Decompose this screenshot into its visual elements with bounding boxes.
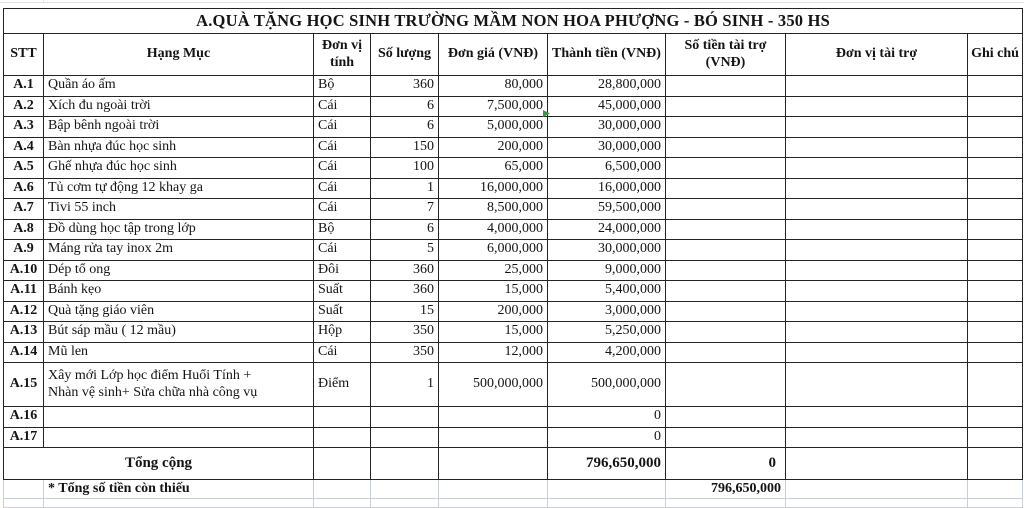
empty-cell xyxy=(786,448,968,480)
cell-item: Quà tặng giáo viên xyxy=(44,301,314,322)
cell-note xyxy=(968,240,1023,261)
cell-unit: Suất xyxy=(314,281,371,302)
table-title: A.QUÀ TẶNG HỌC SINH TRƯỜNG MẦM NON HOA PHƯỢNG - BÓ SINH - 350 HS xyxy=(4,9,1023,34)
cell-price: 80,000 xyxy=(439,76,548,97)
cell-item: Quần áo ấm xyxy=(44,76,314,97)
cell-sponsor_unit xyxy=(786,342,968,363)
cell-note xyxy=(968,117,1023,138)
cell-stt: A.10 xyxy=(4,260,44,281)
cell-sponsor_unit xyxy=(786,322,968,343)
empty-cell xyxy=(371,499,439,508)
cell-note xyxy=(968,342,1023,363)
cell-sponsor_unit xyxy=(786,158,968,179)
cell-sponsor_unit xyxy=(786,240,968,261)
cell-sponsor_unit xyxy=(786,117,968,138)
cell-stt: A.11 xyxy=(4,281,44,302)
cell-note xyxy=(968,199,1023,220)
cell-qty: 6 xyxy=(371,96,439,117)
remaining-amount: 796,650,000 xyxy=(666,480,786,499)
cell-qty: 15 xyxy=(371,301,439,322)
cell-stt: A.6 xyxy=(4,178,44,199)
header-stt: STT xyxy=(4,34,44,76)
empty-grid-row xyxy=(4,499,1023,508)
cell-note xyxy=(968,427,1023,448)
grand-total-row xyxy=(4,448,1023,480)
empty-cell xyxy=(4,480,44,499)
table-row-A.17 xyxy=(4,427,1023,448)
empty-cell xyxy=(314,480,371,499)
cell-total: 30,000,000 xyxy=(548,137,666,158)
grand-total-label: Tổng cộng xyxy=(4,448,314,480)
cell-sponsor_unit xyxy=(786,178,968,199)
cell-sponsor_unit xyxy=(786,199,968,220)
cell-item: Tivi 55 inch xyxy=(44,199,314,220)
empty-cell xyxy=(314,499,371,508)
empty-cell xyxy=(968,448,1023,480)
cell-price: 4,000,000 xyxy=(439,219,548,240)
empty-cell xyxy=(786,480,968,499)
table-row-A.15 xyxy=(4,363,1023,407)
cell-note xyxy=(968,137,1023,158)
cell-stt: A.5 xyxy=(4,158,44,179)
cell-note xyxy=(968,158,1023,179)
cell-note xyxy=(968,76,1023,97)
table-row-A.7 xyxy=(4,199,1023,220)
cell-sponsor_unit xyxy=(786,363,968,407)
cell-qty xyxy=(371,427,439,448)
table-row-A.2 xyxy=(4,96,1023,117)
cell-note xyxy=(968,96,1023,117)
cell-unit: Cái xyxy=(314,158,371,179)
header-item: Hạng Mục xyxy=(44,34,314,76)
cell-price: 25,000 xyxy=(439,260,548,281)
cell-item: Ghế nhựa đúc học sinh xyxy=(44,158,314,179)
cell-unit xyxy=(314,427,371,448)
cell-item: Đồ dùng học tập trong lớp xyxy=(44,219,314,240)
cell-unit: Bộ xyxy=(314,219,371,240)
cell-sponsor_amount xyxy=(666,240,786,261)
table-row-A.14 xyxy=(4,342,1023,363)
cell-qty: 350 xyxy=(371,322,439,343)
cell-unit: Cái xyxy=(314,137,371,158)
cell-stt: A.4 xyxy=(4,137,44,158)
cell-sponsor_amount xyxy=(666,363,786,407)
cell-note xyxy=(968,260,1023,281)
cell-unit: Bộ xyxy=(314,76,371,97)
header-row xyxy=(4,34,1023,76)
cell-sponsor_unit xyxy=(786,407,968,428)
header-sponsor_amount: Số tiền tài trợ (VNĐ) xyxy=(666,34,786,76)
cell-unit: Đôi xyxy=(314,260,371,281)
cell-total: 28,800,000 xyxy=(548,76,666,97)
empty-cell xyxy=(666,499,786,508)
cell-item: Bập bênh ngoài trời xyxy=(44,117,314,138)
cell-price: 15,000 xyxy=(439,322,548,343)
cell-note xyxy=(968,178,1023,199)
cell-item: Bánh kẹo xyxy=(44,281,314,302)
cell-stt: A.15 xyxy=(4,363,44,407)
cell-item xyxy=(44,407,314,428)
empty-cell xyxy=(548,499,666,508)
cell-unit: Hộp xyxy=(314,322,371,343)
table-row-A.4 xyxy=(4,137,1023,158)
cell-note xyxy=(968,363,1023,407)
title-row xyxy=(4,9,1023,34)
cell-stt: A.13 xyxy=(4,322,44,343)
empty-cell xyxy=(548,480,666,499)
cell-sponsor_unit xyxy=(786,301,968,322)
empty-cell xyxy=(371,448,439,480)
cell-qty: 360 xyxy=(371,260,439,281)
cell-total: 59,500,000 xyxy=(548,199,666,220)
cell-item: Mũ len xyxy=(44,342,314,363)
cell-price xyxy=(439,427,548,448)
cell-item: Bút sáp mầu ( 12 mầu) xyxy=(44,322,314,343)
faint-gridline-stub xyxy=(43,0,44,3)
cell-sponsor_amount xyxy=(666,301,786,322)
cell-qty: 350 xyxy=(371,342,439,363)
cell-sponsor_amount xyxy=(666,322,786,343)
empty-cell xyxy=(439,499,548,508)
empty-cell xyxy=(371,480,439,499)
cell-note xyxy=(968,219,1023,240)
table-row-A.8 xyxy=(4,219,1023,240)
cell-stt: A.7 xyxy=(4,199,44,220)
cell-unit: Cái xyxy=(314,199,371,220)
cell-price: 6,000,000 xyxy=(439,240,548,261)
table-row-A.12 xyxy=(4,301,1023,322)
cell-total: 3,000,000 xyxy=(548,301,666,322)
header-price: Đơn giá (VNĐ) xyxy=(439,34,548,76)
empty-cell xyxy=(968,480,1023,499)
header-qty: Số lượng xyxy=(371,34,439,76)
cell-stt: A.2 xyxy=(4,96,44,117)
remaining-row xyxy=(4,480,1023,499)
cell-total: 500,000,000 xyxy=(548,363,666,407)
empty-cell xyxy=(4,499,44,508)
table-row-A.5 xyxy=(4,158,1023,179)
cell-sponsor_amount xyxy=(666,158,786,179)
cell-unit: Điểm xyxy=(314,363,371,407)
cell-unit: Cái xyxy=(314,342,371,363)
cell-price: 12,000 xyxy=(439,342,548,363)
cell-unit: Suất xyxy=(314,301,371,322)
cell-total: 6,500,000 xyxy=(548,158,666,179)
header-sponsor_unit: Đơn vị tài trợ xyxy=(786,34,968,76)
cell-sponsor_amount xyxy=(666,178,786,199)
cell-qty: 150 xyxy=(371,137,439,158)
cell-unit: Cái xyxy=(314,117,371,138)
cell-note xyxy=(968,301,1023,322)
cell-total: 24,000,000 xyxy=(548,219,666,240)
cell-total: 4,200,000 xyxy=(548,342,666,363)
cell-price: 8,500,000 xyxy=(439,199,548,220)
cell-sponsor_unit xyxy=(786,76,968,97)
cell-note xyxy=(968,322,1023,343)
header-note: Ghi chú xyxy=(968,34,1023,76)
cell-sponsor_amount xyxy=(666,427,786,448)
cell-qty: 6 xyxy=(371,117,439,138)
cell-item: Xây mới Lớp học điểm Huổi Tính + Nhàn vệ sinh+ Sửa chữa nhà công vụ xyxy=(44,363,314,407)
cell-total: 0 xyxy=(548,407,666,428)
cell-price: 16,000,000 xyxy=(439,178,548,199)
cell-price: 7,500,000 xyxy=(439,96,548,117)
cell-stt: A.1 xyxy=(4,76,44,97)
cell-unit: Cái xyxy=(314,96,371,117)
cell-sponsor_amount xyxy=(666,407,786,428)
table-row-A.9 xyxy=(4,240,1023,261)
header-unit: Đơn vị tính xyxy=(314,34,371,76)
cell-note xyxy=(968,407,1023,428)
empty-cell xyxy=(314,448,371,480)
cell-stt: A.9 xyxy=(4,240,44,261)
cell-unit: Cái xyxy=(314,178,371,199)
cell-sponsor_amount xyxy=(666,117,786,138)
table-row-A.11 xyxy=(4,281,1023,302)
cell-total: 30,000,000 xyxy=(548,117,666,138)
cell-sponsor_unit xyxy=(786,260,968,281)
cell-qty: 7 xyxy=(371,199,439,220)
cell-total: 5,400,000 xyxy=(548,281,666,302)
cell-qty: 5 xyxy=(371,240,439,261)
cell-qty: 360 xyxy=(371,281,439,302)
sponsor-total-amount: 0 xyxy=(666,448,786,480)
grand-total-amount: 796,650,000 xyxy=(548,448,666,480)
budget-table xyxy=(3,8,1023,508)
cell-qty: 360 xyxy=(371,76,439,97)
table-row-A.1 xyxy=(4,76,1023,97)
cell-stt: A.16 xyxy=(4,407,44,428)
cell-item: Máng rửa tay inox 2m xyxy=(44,240,314,261)
cell-price: 200,000 xyxy=(439,137,548,158)
cell-sponsor_unit xyxy=(786,96,968,117)
cell-total: 0 xyxy=(548,427,666,448)
cell-stt: A.12 xyxy=(4,301,44,322)
cell-sponsor_unit xyxy=(786,219,968,240)
table-row-A.10 xyxy=(4,260,1023,281)
cell-sponsor_unit xyxy=(786,427,968,448)
cell-stt: A.14 xyxy=(4,342,44,363)
cell-sponsor_amount xyxy=(666,260,786,281)
faint-gridline xyxy=(0,2,1024,3)
cell-sponsor_amount xyxy=(666,137,786,158)
cell-total: 30,000,000 xyxy=(548,240,666,261)
cell-sponsor_amount xyxy=(666,199,786,220)
table-row-A.16 xyxy=(4,407,1023,428)
cell-price: 500,000,000 xyxy=(439,363,548,407)
table-row-A.3 xyxy=(4,117,1023,138)
empty-cell xyxy=(786,499,968,508)
cell-price: 15,000 xyxy=(439,281,548,302)
cell-note xyxy=(968,281,1023,302)
cell-total: 45,000,000 xyxy=(548,96,666,117)
cell-sponsor_amount xyxy=(666,281,786,302)
cell-qty: 100 xyxy=(371,158,439,179)
cell-sponsor_amount xyxy=(666,342,786,363)
empty-cell xyxy=(968,499,1023,508)
cell-total: 16,000,000 xyxy=(548,178,666,199)
cell-sponsor_unit xyxy=(786,281,968,302)
empty-cell xyxy=(44,499,314,508)
cell-qty: 6 xyxy=(371,219,439,240)
empty-cell xyxy=(439,480,548,499)
cell-unit: Cái xyxy=(314,240,371,261)
cell-error-indicator-icon xyxy=(543,110,551,118)
cell-total: 5,250,000 xyxy=(548,322,666,343)
cell-price: 200,000 xyxy=(439,301,548,322)
cell-qty xyxy=(371,407,439,428)
cell-price: 5,000,000 xyxy=(439,117,548,138)
cell-price xyxy=(439,407,548,428)
table-row-A.6 xyxy=(4,178,1023,199)
cell-sponsor_amount xyxy=(666,76,786,97)
cell-stt: A.17 xyxy=(4,427,44,448)
cell-price: 65,000 xyxy=(439,158,548,179)
cell-sponsor_amount xyxy=(666,219,786,240)
header-total: Thành tiền (VNĐ) xyxy=(548,34,666,76)
table-row-A.13 xyxy=(4,322,1023,343)
cell-stt: A.8 xyxy=(4,219,44,240)
cell-qty: 1 xyxy=(371,363,439,407)
cell-total: 9,000,000 xyxy=(548,260,666,281)
cell-item: Tủ cơm tự động 12 khay ga xyxy=(44,178,314,199)
cell-stt: A.3 xyxy=(4,117,44,138)
cell-item: Dép tổ ong xyxy=(44,260,314,281)
cell-item: Bàn nhựa đúc học sinh xyxy=(44,137,314,158)
cell-sponsor_unit xyxy=(786,137,968,158)
cell-sponsor_amount xyxy=(666,96,786,117)
empty-cell xyxy=(439,448,548,480)
cell-unit xyxy=(314,407,371,428)
remaining-label: * Tổng số tiền còn thiếu xyxy=(44,480,314,499)
cell-item xyxy=(44,427,314,448)
cell-qty: 1 xyxy=(371,178,439,199)
cell-item: Xích đu ngoài trời xyxy=(44,96,314,117)
